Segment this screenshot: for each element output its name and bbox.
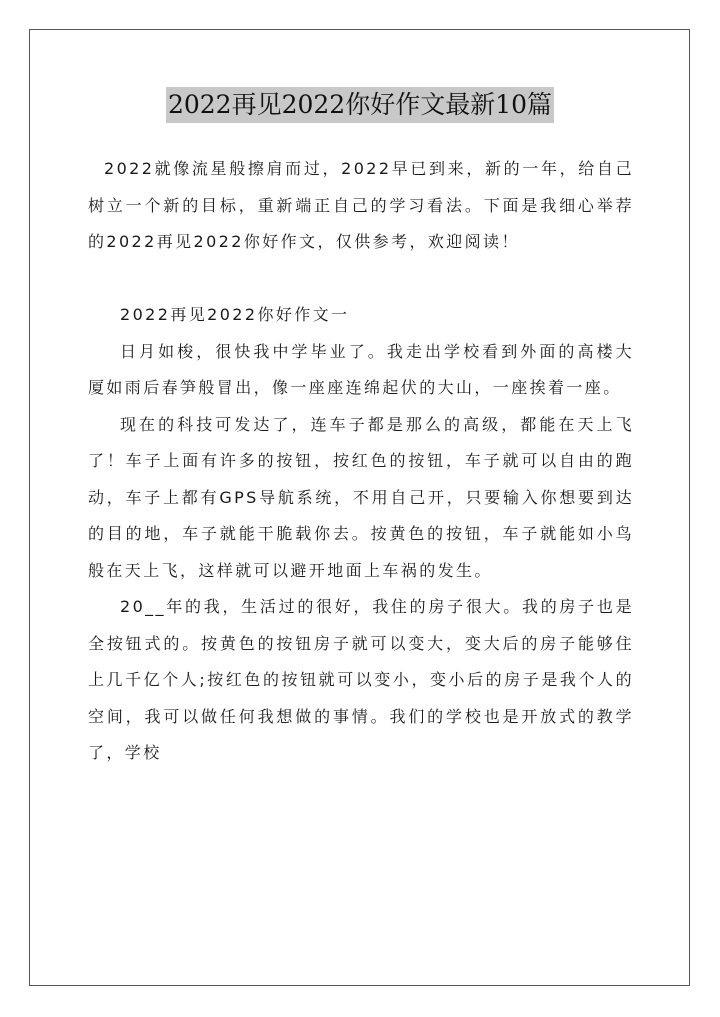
document-title: 2022再见2022你好作文最新10篇	[166, 87, 554, 123]
title-container	[0, 87, 720, 123]
intro-paragraph: 2022就像流星般擦肩而过，2022早已到来，新的一年，给自己树立一个新的目标，重新端正自己的学习看法。下面是我细心举荐的2022再见2022你好作文，仅供参考，欢迎阅读！	[88, 159, 634, 251]
document-body	[88, 151, 634, 772]
body-paragraph-2: 现在的科技可发达了，连车子都是那么的高级，都能在天上飞了！车子上面有许多的按钮，按红色的按钮，车子就可以自由的跑动，车子上都有GPS导航系统，不用自己开，只要输入你想要到达的目的地，车子就能干脆载你去。按黄色的按钮，车子就能如小鸟般在天上飞，这样就可以避开地面上车祸的发生。	[88, 414, 634, 580]
section-heading: 2022再见2022你好作文一	[120, 305, 350, 324]
body-paragraph-1: 日月如梭，很快我中学毕业了。我走出学校看到外面的高楼大厦如雨后春笋般冒出，像一座座连绵起伏的大山，一座挨着一座。	[88, 341, 634, 397]
body-paragraph-3: 20__年的我，生活过的很好，我住的房子很大。我的房子也是全按钮式的。按黄色的按钮房子就可以变大，变大后的房子能够住上几千亿个人;按红色的按钮就可以变小，变小后的房子是我个人的空间，我可以做任何我想做的事情。我们的学校也是开放式的教学了，学校	[88, 597, 634, 762]
